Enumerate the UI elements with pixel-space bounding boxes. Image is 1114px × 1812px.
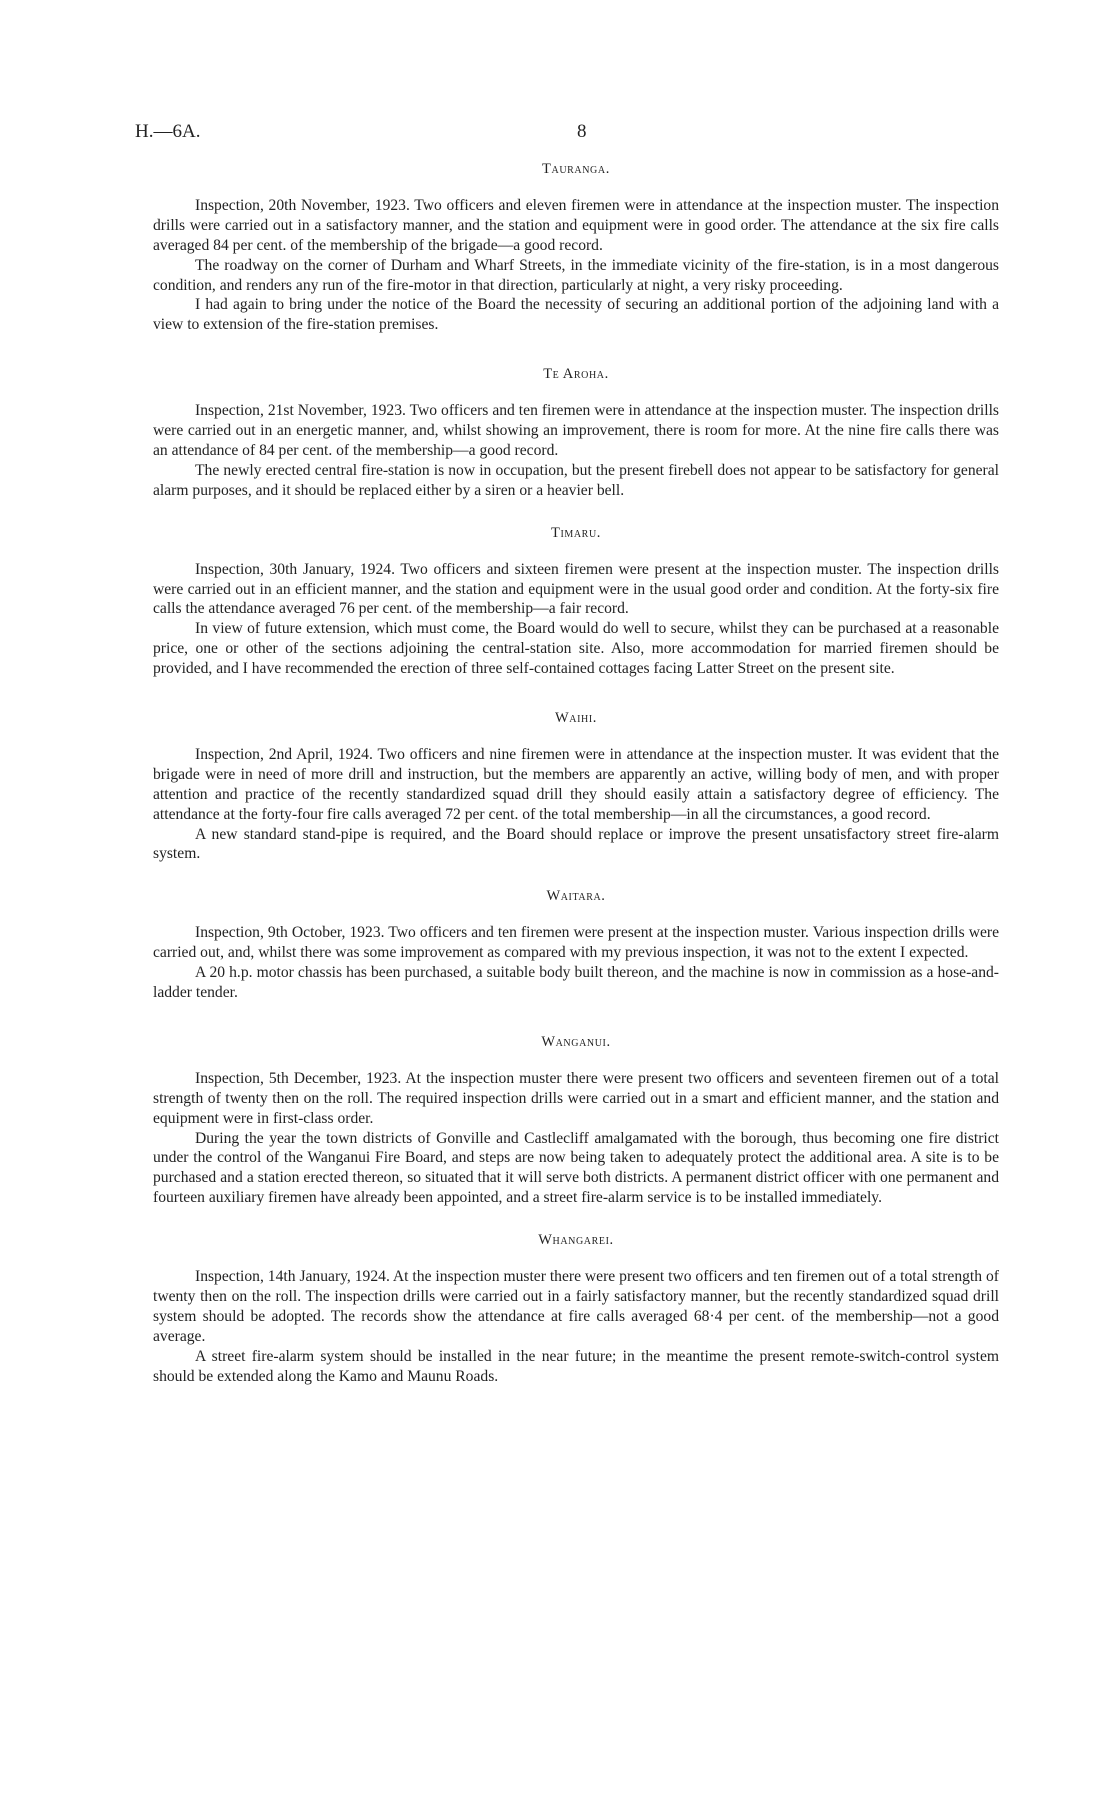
paragraph: A 20 h.p. motor chassis has been purchased, a suitable body built thereon, and the machine is now in commission as a hose-and-ladder tender. <box>153 964 999 1001</box>
section-heading: Timaru. <box>550 524 602 541</box>
paragraph: Inspection, 21st November, 1923. Two officers and ten firemen were in attendance at the inspection muster. The inspection drills were carried out in an energetic manner, and, whilst showing an improvement, there is room for more. At the nine fire calls there was an attendance of 84 per cent. of the membership—a good record. <box>153 402 999 459</box>
section-heading: Te Aroha. <box>543 366 609 383</box>
section-wanganui <box>153 1033 999 1208</box>
page-number: 8 <box>577 121 587 142</box>
paragraph: I had again to bring under the notice of the Board the necessity of securing an additional portion of the adjoining land with a view to extension of the fire-station premises. <box>153 296 999 334</box>
paragraph: The roadway on the corner of Durham and Wharf Streets, in the immediate vicinity of the fire-station, is in a most dangerous condition, and renders any run of the fire-motor in that direction, particularly at night, a very risky proceeding. <box>153 256 999 294</box>
section-heading: Tauranga. <box>542 161 610 177</box>
section-te-aroha <box>153 365 999 500</box>
paragraph: Inspection, 9th October, 1923. Two officers and ten firemen were present at the inspection muster. Various inspection drills were carried out, and, whilst there was some improvement as compared with my previous inspection, it was not to the extent I expected. <box>153 924 999 962</box>
section-waihi <box>153 709 999 864</box>
paragraph: Inspection, 14th January, 1924. At the inspection muster there were present two officers and ten firemen out of a total strength of twenty then on the roll. The inspection drills were carried out in a fairly satisfactory manner, but the recently standardized squad drill system should be adopted. The records show the attendance at fire calls averaged 68·4 per cent. of the membership—not a good average. <box>153 1268 999 1345</box>
report-body <box>153 160 999 1387</box>
paragraph: The newly erected central fire-station is now in occupation, but the present firebell does not appear to be satisfactory for general alarm purposes, and it should be replaced either by a siren or a heavier bell. <box>153 461 999 499</box>
section-timaru <box>153 524 999 679</box>
section-heading: Waihi. <box>554 710 597 727</box>
paragraph: Inspection, 20th November, 1923. Two officers and eleven firemen were in attendance at the inspection muster. The inspection drills were carried out in a satisfactory manner, and the station and equipment were in good order. The attendance at the six fire calls averaged 84 per cent. of the membership of the brigade—a good record. <box>153 196 999 254</box>
section-tauranga <box>153 160 999 335</box>
paragraph: During the year the town districts of Gonville and Castlecliff amalgamated with the borough, thus becoming one fire district under the control of the Wanganui Fire Board, and steps are now being taken to adequately protect the additional area. A site is to be purchased and a station erected thereon, so situated that it will serve both districts. A permanent district officer with one permanent and fourteen auxiliary firemen have already been appointed, and a street fire-alarm service is to be installed immediately. <box>153 1129 999 1207</box>
document-reference: H.—6A. <box>135 121 201 142</box>
page-header <box>135 121 999 151</box>
section-heading: Wanganui. <box>541 1033 611 1050</box>
section-heading: Whangarei. <box>538 1232 614 1249</box>
section-whangarei <box>153 1231 999 1386</box>
paragraph: Inspection, 5th December, 1923. At the inspection muster there were present two officers and seventeen firemen out of a total strength of twenty then on the roll. The required inspection drills were carried out in a smart and efficient manner, and the station and equipment were in first-class order. <box>153 1069 999 1127</box>
paragraph: A new standard stand-pipe is required, and the Board should replace or improve the present unsatisfactory street fire-alarm system. <box>153 825 999 863</box>
paragraph: Inspection, 2nd April, 1924. Two officers and nine firemen were in attendance at the inspection muster. It was evident that the brigade were in need of more drill and instruction, but the members are apparently an active, willing body of men, and with proper attention and practice of the recently standardized squad drill they should easily attain a satisfactory degree of efficiency. The attendance at the forty-four fire calls averaged 72 per cent. of the total membership—in all the circumstances, a good record. <box>153 745 999 823</box>
paragraph: In view of future extension, which must come, the Board would do well to secure, whilst they can be purchased at a reasonable price, one or other of the sections adjoining the central-station site. Also, more accommodation for married firemen should be provided, and I have recommended the erection of three self-contained cottages facing Latter Street on the present site. <box>153 620 999 678</box>
paragraph: A street fire-alarm system should be installed in the near future; in the meantime the present remote-switch-control system should be extended along the Kamo and Maunu Roads. <box>153 1347 999 1385</box>
section-waitara <box>153 887 999 1003</box>
section-heading: Waitara. <box>546 888 606 905</box>
paragraph: Inspection, 30th January, 1924. Two officers and sixteen firemen were present at the inspection muster. The inspection drills were carried out in an efficient manner, and the station and equipment were in the usual good order and condition. At the forty-six fire calls the attendance averaged 76 per cent. of the membership—a fair record. <box>153 560 999 618</box>
